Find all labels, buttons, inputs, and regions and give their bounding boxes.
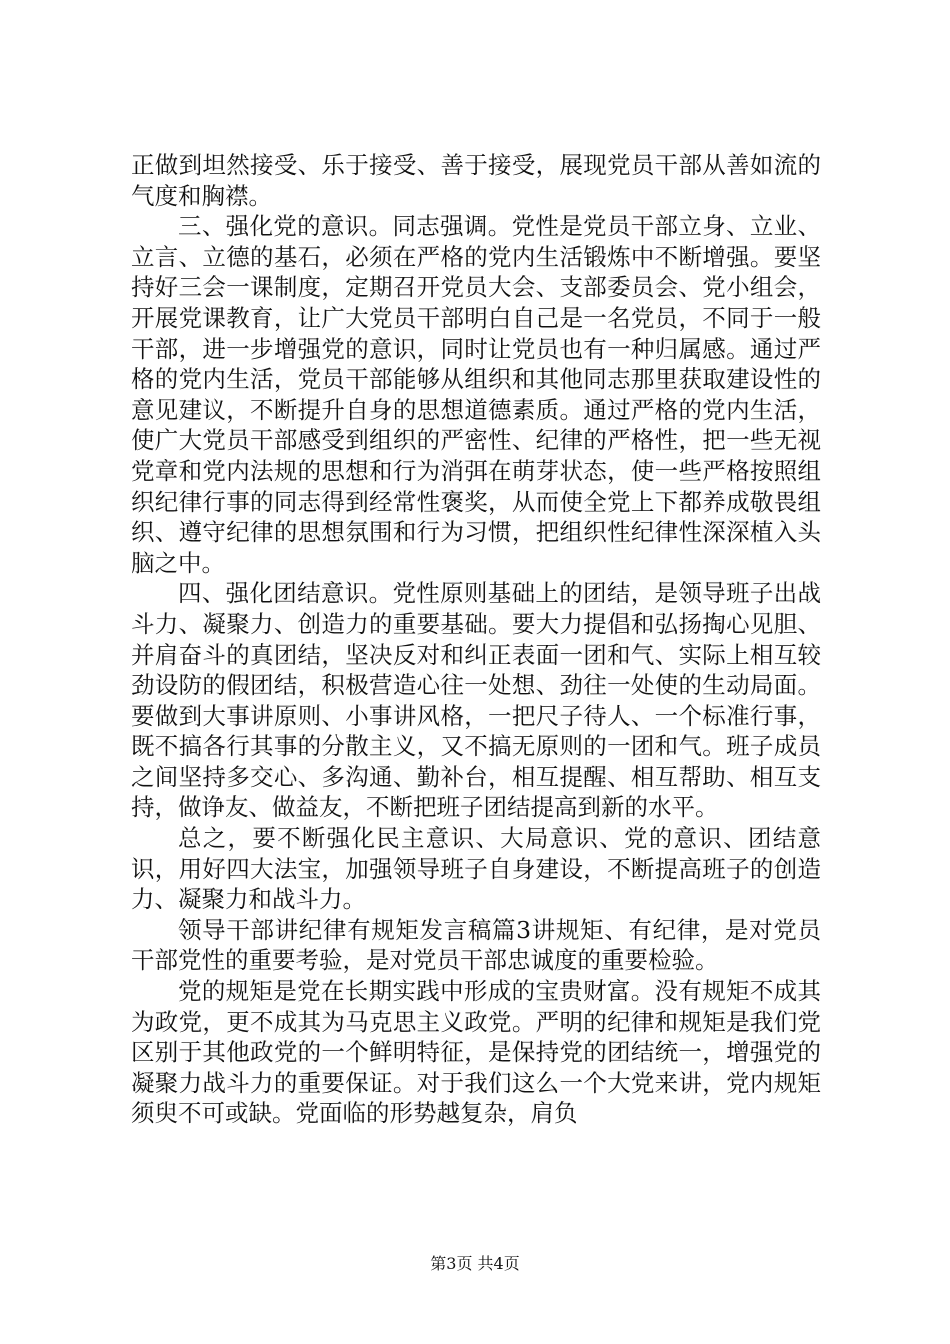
document-body bbox=[131, 150, 821, 1129]
paragraph-party-rules: 党的规矩是党在长期实践中形成的宝贵财富。没有规矩不成其为政党，更不成其为马克思主义政党。严明的纪律和规矩是我们党区别于其他政党的一个鲜明特征，是保持党的团结统一，增强党的凝聚力战斗力的重要保证。对于我们这么一个大党来讲，党内规矩须臾不可或缺。党面临的形势越复杂，肩负 bbox=[131, 977, 821, 1128]
page-number-footer: 第3页 共4页 bbox=[430, 1254, 520, 1273]
paragraph-unity-awareness: 四、强化团结意识。党性原则基础上的团结，是领导班子出战斗力、凝聚力、创造力的重要基础。要大力提倡和弘扬掏心见胆、并肩奋斗的真团结，坚决反对和纠正表面一团和气、实际上相互较劲设防的假团结，积极营造心往一处想、劲往一处使的生动局面。要做到大事讲原则、小事讲风格，一把尺子待人、一个标准行事，既不搞各行其事的分散主义，又不搞无原则的一团和气。班子成员之间坚持多交心、多沟通、勤补台，相互提醒、相互帮助、相互支持，做诤友、做益友，不断把班子团结提高到新的水平。 bbox=[131, 579, 821, 822]
paragraph-summary: 总之，要不断强化民主意识、大局意识、党的意识、团结意识，用好四大法宝，加强领导班子自身建设，不断提高班子的创造力、凝聚力和战斗力。 bbox=[131, 824, 821, 914]
paragraph-party-awareness: 三、强化党的意识。同志强调。党性是党员干部立身、立业、立言、立德的基石，必须在严格的党内生活锻炼中不断增强。要坚持好三会一课制度，定期召开党员大会、支部委员会、党小组会，开展党课教育，让广大党员干部明白自己是一名党员，不同于一般干部，进一步增强党的意识，同时让党员也有一种归属感。通过严格的党内生活，党员干部能够从组织和其他同志那里获取建设性的意见建议，不断提升自身的思想道德素质。通过严格的党内生活，使广大党员干部感受到组织的严密性、纪律的严格性，把一些无视党章和党内法规的思想和行为消弭在萌芽状态，使一些严格按照组织纪律行事的同志得到经常性褒奖，从而使全党上下都养成敬畏组织、遵守纪律的思想氛围和行为习惯，把组织性纪律性深深植入头脑之中。 bbox=[131, 212, 821, 577]
paragraph-continuation: 正做到坦然接受、乐于接受、善于接受，展现党员干部从善如流的气度和胸襟。 bbox=[131, 151, 821, 210]
paragraph-speech-heading: 领导干部讲纪律有规矩发言稿篇3讲规矩、有纪律，是对党员干部党性的重要考验，是对党员干部忠诚度的重要检验。 bbox=[131, 915, 821, 975]
